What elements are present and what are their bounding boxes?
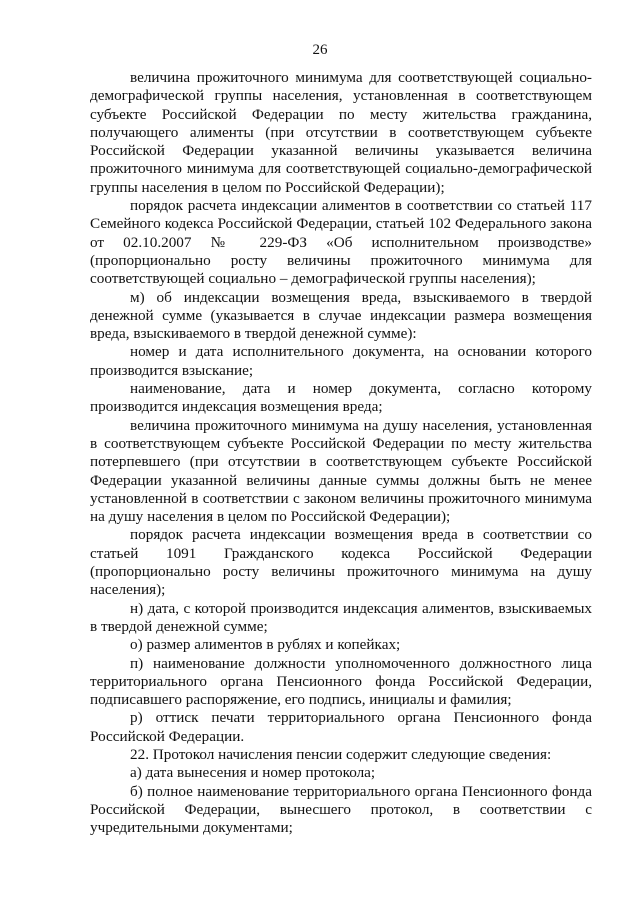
- paragraph: порядок расчета индексации алиментов в соответствии со статьей 117 Семейного кодекса Российской Федерации, статьей 102 Федерального закона от 02.10.2007 № 229-ФЗ «Об исполнительном производстве» (пропорционально росту величины прожиточного минимума для соответствующей социально – демографической группы населения);: [90, 197, 592, 288]
- paragraph: порядок расчета индексации возмещения вреда в соответствии со статьей 1091 Гражданского кодекса Российской Федерации (пропорционально росту величины прожиточного минимума на душу населения);: [90, 526, 592, 599]
- document-body: [90, 69, 592, 837]
- paragraph: м) об индексации возмещения вреда, взыскиваемого в твердой денежной сумме (указывается в случае индексации размера возмещения вреда, взыскиваемого в твердой денежной сумме):: [90, 288, 592, 343]
- paragraph: величина прожиточного минимума на душу населения, установленная в соответствующем субъекте Российской Федерации по месту жительства потерпевшего (при отсутствии в соответствующем субъекте Российской Федерации указанной величины данные суммы должны быть не менее установленной в соответствии с законом величины прожиточного минимума на душу населения в целом по Российской Федерации);: [90, 416, 592, 526]
- paragraph: о) размер алиментов в рублях и копейках;: [130, 636, 401, 654]
- paragraph: р) оттиск печати территориального органа Пенсионного фонда Российской Федерации.: [90, 709, 592, 745]
- paragraph: б) полное наименование территориального органа Пенсионного фонда Российской Федерации, вынесшего протокол, в соответствии с учредительными документами;: [90, 782, 592, 837]
- paragraph: н) дата, с которой производится индексация алиментов, взыскиваемых в твердой денежной сумме;: [90, 599, 592, 635]
- paragraph: 22. Протокол начисления пенсии содержит следующие сведения:: [130, 745, 552, 763]
- paragraph: наименование, дата и номер документа, согласно которому производится индексация возмещения вреда;: [90, 380, 592, 416]
- page-number: 26: [312, 42, 328, 58]
- paragraph: величина прожиточного минимума для соответствующей социально-демографической группы населения, установленная в соответствующем субъекте Российской Федерации по месту жительства гражданина, получающего алименты (при отсутствии в соответствующем субъекте Российской Федерации указанной величины указывается величина прожиточного минимума для соответствующей социально-демографической группы населения в целом по Российской Федерации);: [90, 69, 592, 196]
- paragraph: п) наименование должности уполномоченного должностного лица территориального органа Пенсионного фонда Российской Федерации, подписавшего распоряжение, его подпись, инициалы и фамилия;: [90, 654, 592, 709]
- paragraph: а) дата вынесения и номер протокола;: [130, 764, 376, 782]
- paragraph: номер и дата исполнительного документа, на основании которого производится взыскание;: [90, 343, 592, 379]
